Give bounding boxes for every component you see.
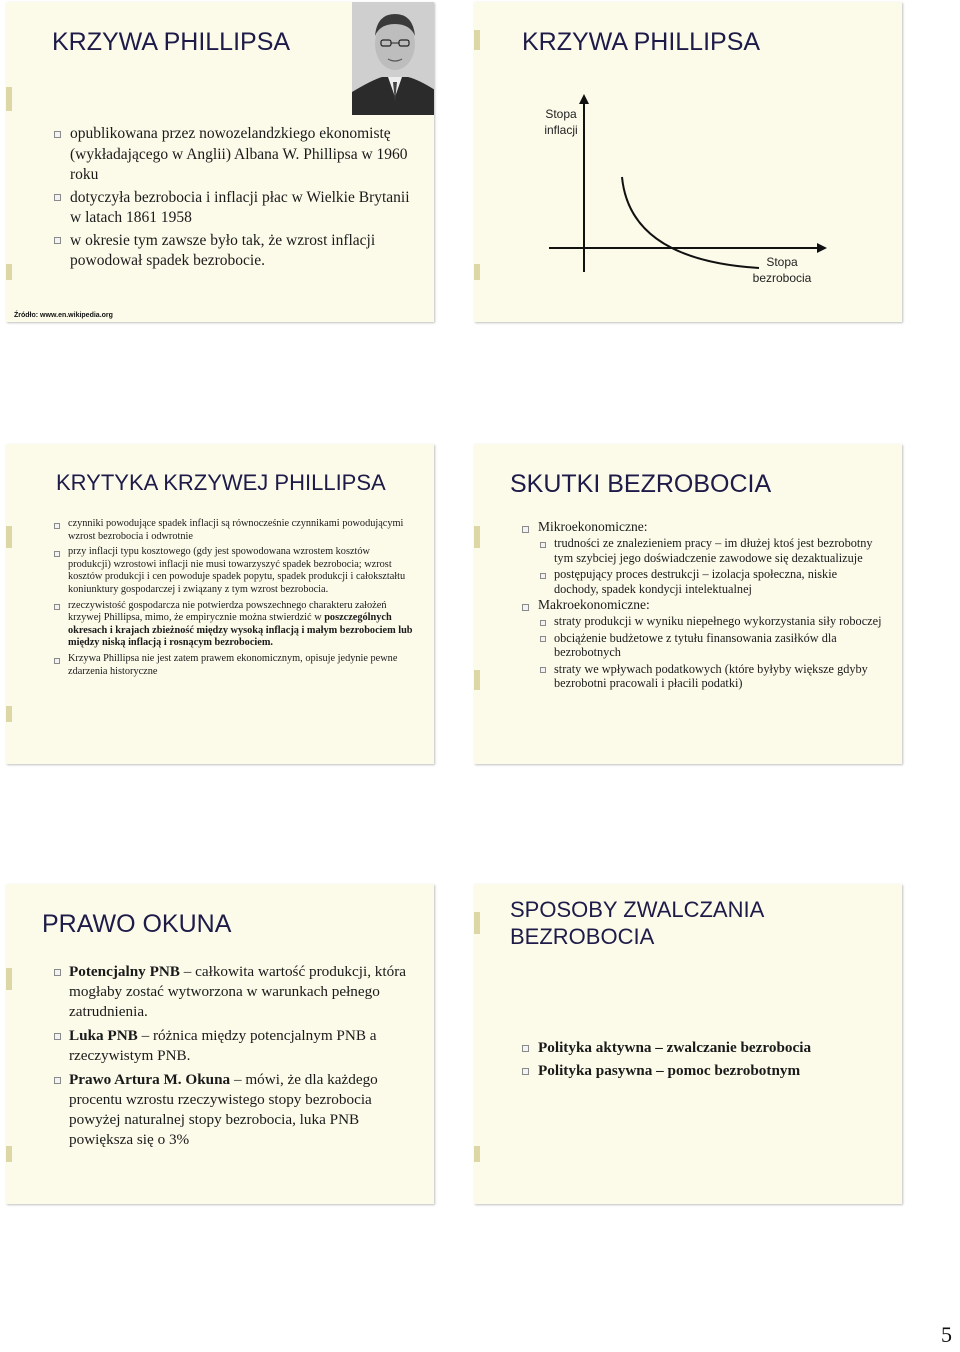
slide-accent-bar bbox=[474, 670, 480, 690]
slide-sposoby bbox=[474, 884, 902, 1204]
square-bullet-icon bbox=[54, 1077, 61, 1084]
list-item: czynniki powodujące spadek inflacji są równocześnie czynnikami powodującymi wzrost bezrobocia i odwrotnie bbox=[54, 518, 414, 543]
list-item: obciążenie budżetowe z tytułu finansowania zasiłków dla bezrobotnych bbox=[540, 631, 884, 660]
square-bullet-icon bbox=[54, 237, 61, 244]
phillips-curve bbox=[622, 177, 759, 268]
square-bullet-icon bbox=[540, 573, 546, 579]
phillips-curve-diagram bbox=[474, 2, 902, 322]
square-bullet-icon bbox=[54, 523, 60, 529]
portrait-photo bbox=[352, 2, 434, 115]
slide-accent-bar bbox=[474, 526, 480, 548]
square-bullet-icon bbox=[54, 551, 60, 557]
square-bullet-icon bbox=[522, 604, 529, 611]
square-bullet-icon bbox=[54, 658, 60, 664]
x-axis-arrow-icon bbox=[817, 243, 827, 253]
list-item: postępujący proces destrukcji – izolacja społeczna, niskie dochody, spadek kondycji intelektualnej bbox=[540, 567, 884, 596]
bullet-list bbox=[54, 124, 414, 272]
list-item: rzeczywistość gospodarcza nie potwierdza powszechnego charakteru założeń krzywej Phillipsa, mimo, że empirycznie można stwierdzić w poszczególnych okresach i krajach zbieżność między wysoką inflacją i małym bezrobociem lub między niską inflacją i rosnącym bezrobociem. bbox=[54, 600, 414, 650]
square-bullet-icon bbox=[522, 1045, 529, 1052]
slide-title: KRZYWA PHILLIPSA bbox=[522, 28, 761, 56]
bullet-list bbox=[522, 1038, 882, 1081]
square-bullet-icon bbox=[522, 1068, 529, 1075]
slide-title: SKUTKI BEZROBOCIA bbox=[510, 470, 772, 498]
list-item: Luka PNB – różnica między potencjalnym PNB a rzeczywistym PNB. bbox=[54, 1026, 410, 1066]
list-item: w okresie tym zawsze było tak, że wzrost inflacji powodował spadek bezrobocie. bbox=[54, 231, 414, 272]
list-item: trudności ze znalezieniem pracy – im dłużej ktoś jest bezrobotny tym szybciej jego doświadczenie zawodowe się dezaktualizuje bbox=[540, 536, 884, 565]
square-bullet-icon bbox=[54, 969, 61, 976]
list-item-makro: Makroekonomiczne: bbox=[522, 598, 884, 612]
list-item: Polityka aktywna – zwalczanie bezrobocia bbox=[522, 1038, 882, 1058]
slide-accent-bar bbox=[474, 912, 480, 934]
slide-accent-bar bbox=[474, 1146, 480, 1162]
list-item: Polityka pasywna – pomoc bezrobotnym bbox=[522, 1061, 882, 1081]
slide-title: KRYTYKA KRZYWEJ PHILLIPSA bbox=[56, 470, 386, 495]
slide-accent-bar bbox=[6, 87, 12, 111]
square-bullet-icon bbox=[522, 526, 529, 533]
square-bullet-icon bbox=[54, 604, 60, 610]
list-item: Krzywa Phillipsa nie jest zatem prawem ekonomicznym, opisuje jedynie pewne zdarzenia historyczne bbox=[54, 653, 414, 678]
square-bullet-icon bbox=[54, 194, 61, 201]
slide-prawo-okuna bbox=[6, 884, 434, 1204]
list-item: straty we wpływach podatkowych (które byłyby większe gdyby bezrobotni pracowali i płacili podatki) bbox=[540, 662, 884, 691]
square-bullet-icon bbox=[540, 667, 546, 673]
square-bullet-icon bbox=[540, 636, 546, 642]
square-bullet-icon bbox=[54, 131, 61, 138]
bullet-list bbox=[54, 518, 414, 678]
list-item: opublikowana przez nowozelandzkiego ekonomistę (wykładającego w Anglii) Albana W. Phillipsa w 1960 roku bbox=[54, 124, 414, 186]
list-item: Prawo Artura M. Okuna – mówi, że dla każdego procentu wzrostu rzeczywistego stopy bezrobocia powyżej naturalnej stopy bezrobocia, luka PNB powiększa się o 3% bbox=[54, 1070, 410, 1150]
y-axis-label: Stopa inflacji bbox=[544, 107, 578, 137]
sub-list bbox=[522, 536, 884, 596]
list-item-mikro: Mikroekonomiczne: bbox=[522, 520, 884, 534]
sub-list bbox=[522, 614, 884, 690]
slide-krytyka bbox=[6, 444, 434, 764]
slide-accent-bar bbox=[6, 968, 12, 990]
slide-title: SPOSOBY ZWALCZANIA BEZROBOCIA bbox=[510, 897, 764, 949]
slide-title: KRZYWA PHILLIPSA bbox=[52, 28, 291, 56]
slide-skutki bbox=[474, 444, 902, 764]
list-item: przy inflacji typu kosztowego (gdy jest spowodowana wzrostem kosztów produkcji) wzrostowi inflacji nie musi towarzyszyć spadek bezrobocia; wzrost kosztów produkcji i cen powoduje spadek popytu, spadek produkcji i całokształtu koniunktury gospodarczej i związany z tym wzrost bezrobocia. bbox=[54, 546, 414, 596]
slide-krzywa-phillipsa-diagram bbox=[474, 2, 902, 322]
bullet-list bbox=[522, 520, 884, 690]
slide-krzywa-phillipsa-text bbox=[6, 2, 434, 322]
source-note: Źródło: www.en.wikipedia.org bbox=[14, 312, 113, 319]
list-item: Potencjalny PNB – całkowita wartość produkcji, która mogłaby zostać wytworzona w warunkach pełnego zatrudnienia. bbox=[54, 962, 410, 1022]
page-number: 5 bbox=[941, 1322, 952, 1347]
slide-accent-bar bbox=[6, 706, 12, 722]
bullet-list bbox=[54, 962, 410, 1150]
square-bullet-icon bbox=[54, 1033, 61, 1040]
slide-title: PRAWO OKUNA bbox=[42, 910, 232, 938]
x-axis-label: Stopa bezrobocia bbox=[752, 255, 812, 285]
slide-accent-bar bbox=[6, 1146, 12, 1162]
square-bullet-icon bbox=[540, 542, 546, 548]
square-bullet-icon bbox=[540, 620, 546, 626]
slide-accent-bar bbox=[6, 526, 12, 548]
list-item: straty produkcji w wyniku niepełnego wykorzystania siły roboczej bbox=[540, 614, 884, 628]
slide-accent-bar bbox=[6, 264, 12, 280]
list-item: dotyczyła bezrobocia i inflacji płac w Wielkie Brytanii w latach 1861 1958 bbox=[54, 188, 414, 229]
y-axis-arrow-icon bbox=[579, 94, 589, 104]
